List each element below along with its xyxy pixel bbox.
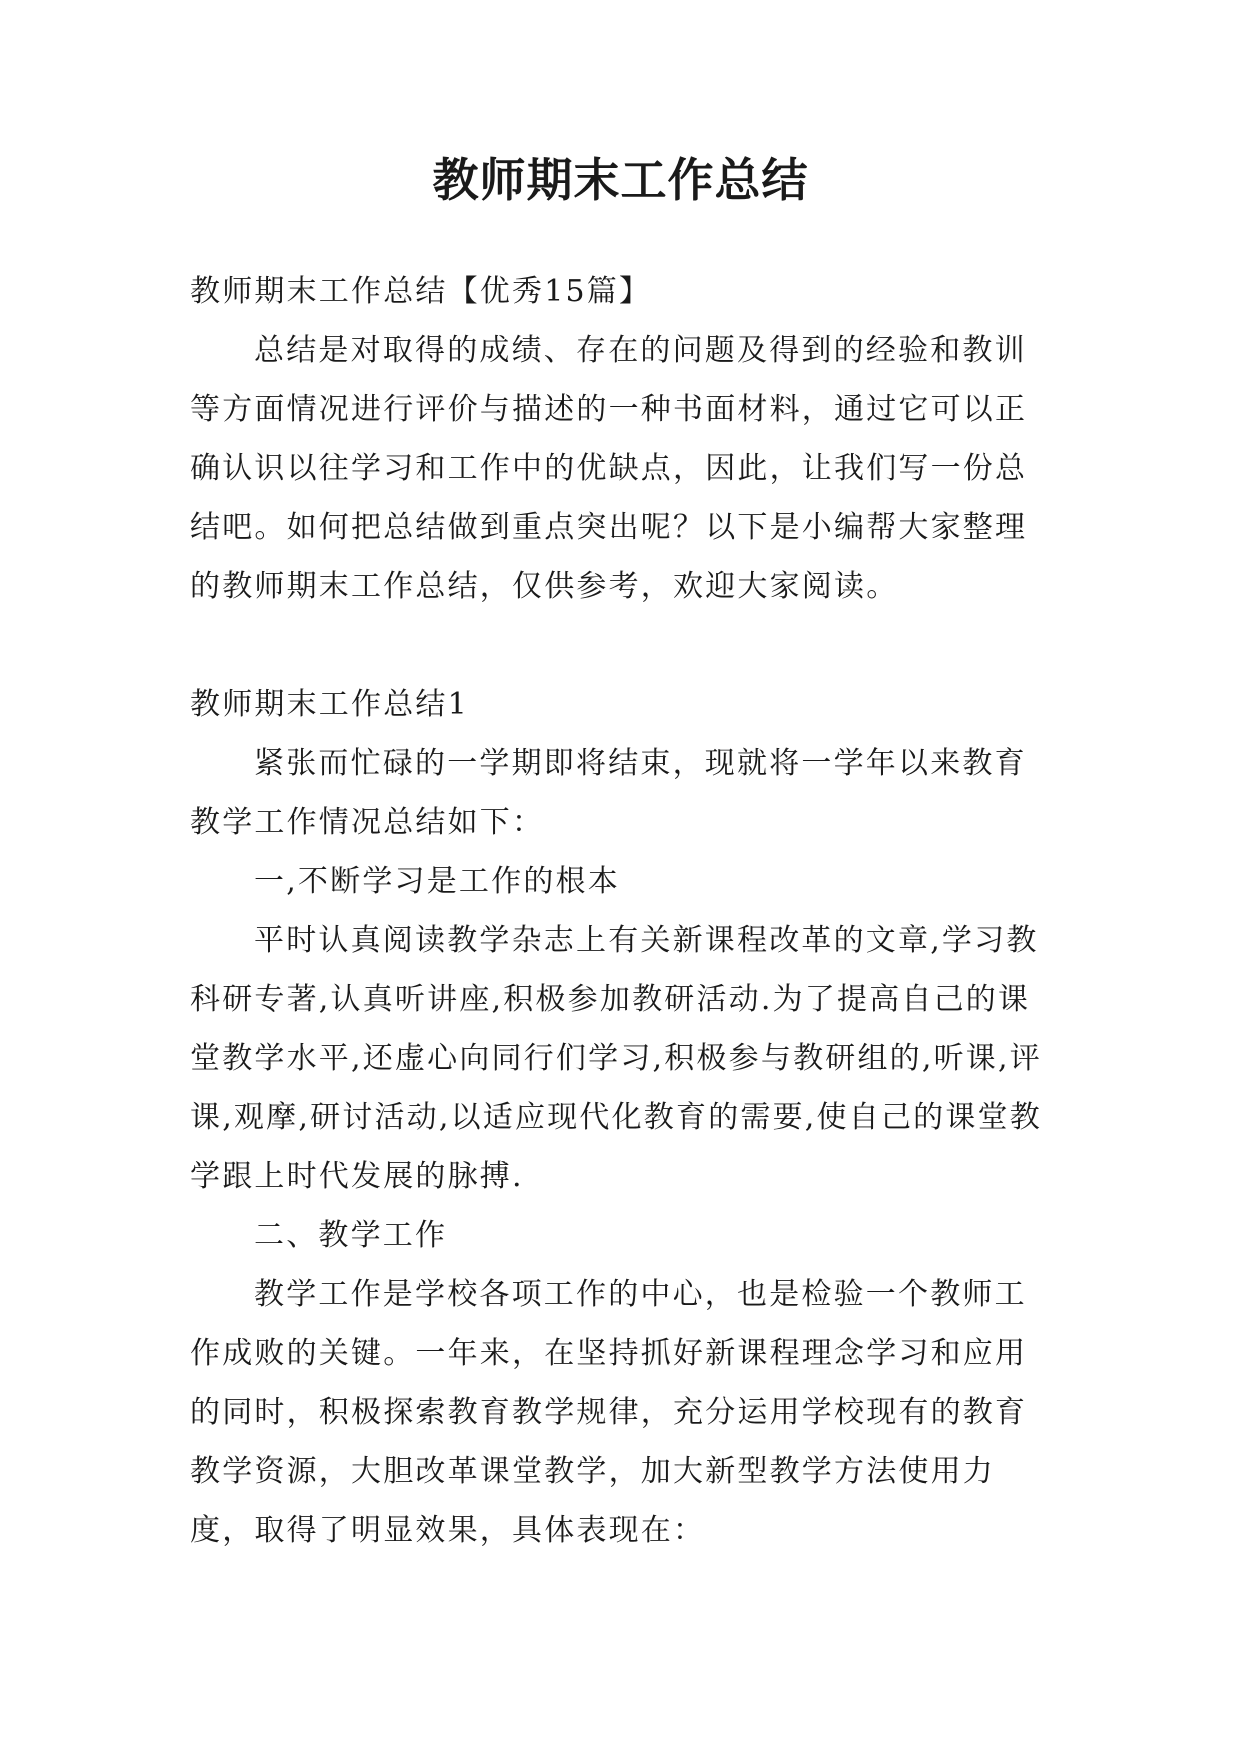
intro-paragraph: 总结是对取得的成绩、存在的问题及得到的经验和教训等方面情况进行评价与描述的一种书面材料，通过它可以正确认识以往学习和工作中的优缺点，因此，让我们写一份总结吧。如何把总结做到重点突出呢？以下是小编帮大家整理的教师期末工作总结，仅供参考，欢迎大家阅读。 bbox=[190, 333, 1028, 604]
document-body bbox=[190, 262, 1050, 1560]
paragraph: 教学工作是学校各项工作的中心，也是检验一个教师工作成败的关键。一年来，在坚持抓好新课程理念学习和应用的同时，积极探索教育教学规律，充分运用学校现有的教育教学资源，大胆改革课堂教学，加大新型教学方法使用力度，取得了明显效果，具体表现在： bbox=[190, 1277, 1028, 1548]
section-spacer bbox=[190, 616, 1050, 675]
subheading: 一,不断学习是工作的根本 bbox=[254, 864, 620, 899]
paragraph: 平时认真阅读教学杂志上有关新课程改革的文章,学习教科研专著,认真听讲座,积极参加教研活动.为了提高自己的课堂教学水平,还虚心向同行们学习,积极参与教研组的,听课,评课,观摩,研讨活动,以适应现代化教育的需要,使自己的课堂教学跟上时代发展的脉搏. bbox=[190, 923, 1042, 1194]
paragraph: 紧张而忙碌的一学期即将结束，现就将一学年以来教育教学工作情况总结如下： bbox=[190, 746, 1027, 840]
subheading: 二、教学工作 bbox=[254, 1218, 448, 1253]
section-heading: 教师期末工作总结1 bbox=[190, 687, 469, 722]
document-title: 教师期末工作总结 bbox=[432, 153, 809, 207]
document-page bbox=[190, 0, 1050, 1754]
subtitle: 教师期末工作总结【优秀15篇】 bbox=[190, 274, 652, 309]
